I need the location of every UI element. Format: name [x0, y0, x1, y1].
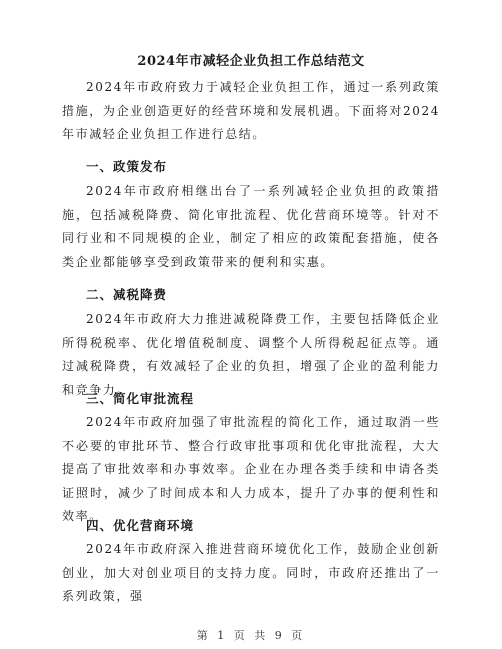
document-title: 2024年市减轻企业负担工作总结范文 [137, 54, 365, 69]
section-heading-tax: 二、减税降费 [86, 287, 168, 302]
section-body-policy: 2024年市政府相继出台了一系列减轻企业负担的政策措施，包括减税降费、简化审批流程、优化营商环境等。针对不同行业和不同规模的企业，制定了相应的政策配套措施，使各类企业都能够享受到政策带来的便利和实惠。 [62, 184, 440, 269]
section-body-business-environment: 2024年市政府深入推进营商环境优化工作，鼓励企业创新创业，加大对创业项目的支持力度。同时，市政府还推出了一系列政策，强 [62, 542, 440, 603]
section-body-tax: 2024年市政府大力推进减税降费工作，主要包括降低企业所得税税率、优化增值税制度、调整个人所得税起征点等。通过减税降费，有效减轻了企业的负担，增强了企业的盈利能力和竞争力。 [62, 312, 440, 397]
section-heading-approval: 三、简化审批流程 [86, 391, 195, 406]
section-body-approval: 2024年市政府加强了审批流程的简化工作，通过取消一些不必要的审批环节、整合行政审批事项和优化审批流程，大大提高了审批效率和办事效率。企业在办理各类手续和申请各类证照时，减少了时间成本和人力成本，提升了办事的便利性和效率。 [62, 415, 440, 523]
section-heading-policy: 一、政策发布 [86, 159, 168, 174]
intro-paragraph: 2024年市政府致力于减轻企业负担工作，通过一系列政策措施，为企业创造更好的经营环境和发展机遇。下面将对2024年市减轻企业负担工作进行总结。 [62, 80, 440, 141]
page-number-footer: 第 1 页 共 9 页 [196, 629, 306, 642]
section-heading-business-environment: 四、优化营商环境 [86, 518, 195, 533]
